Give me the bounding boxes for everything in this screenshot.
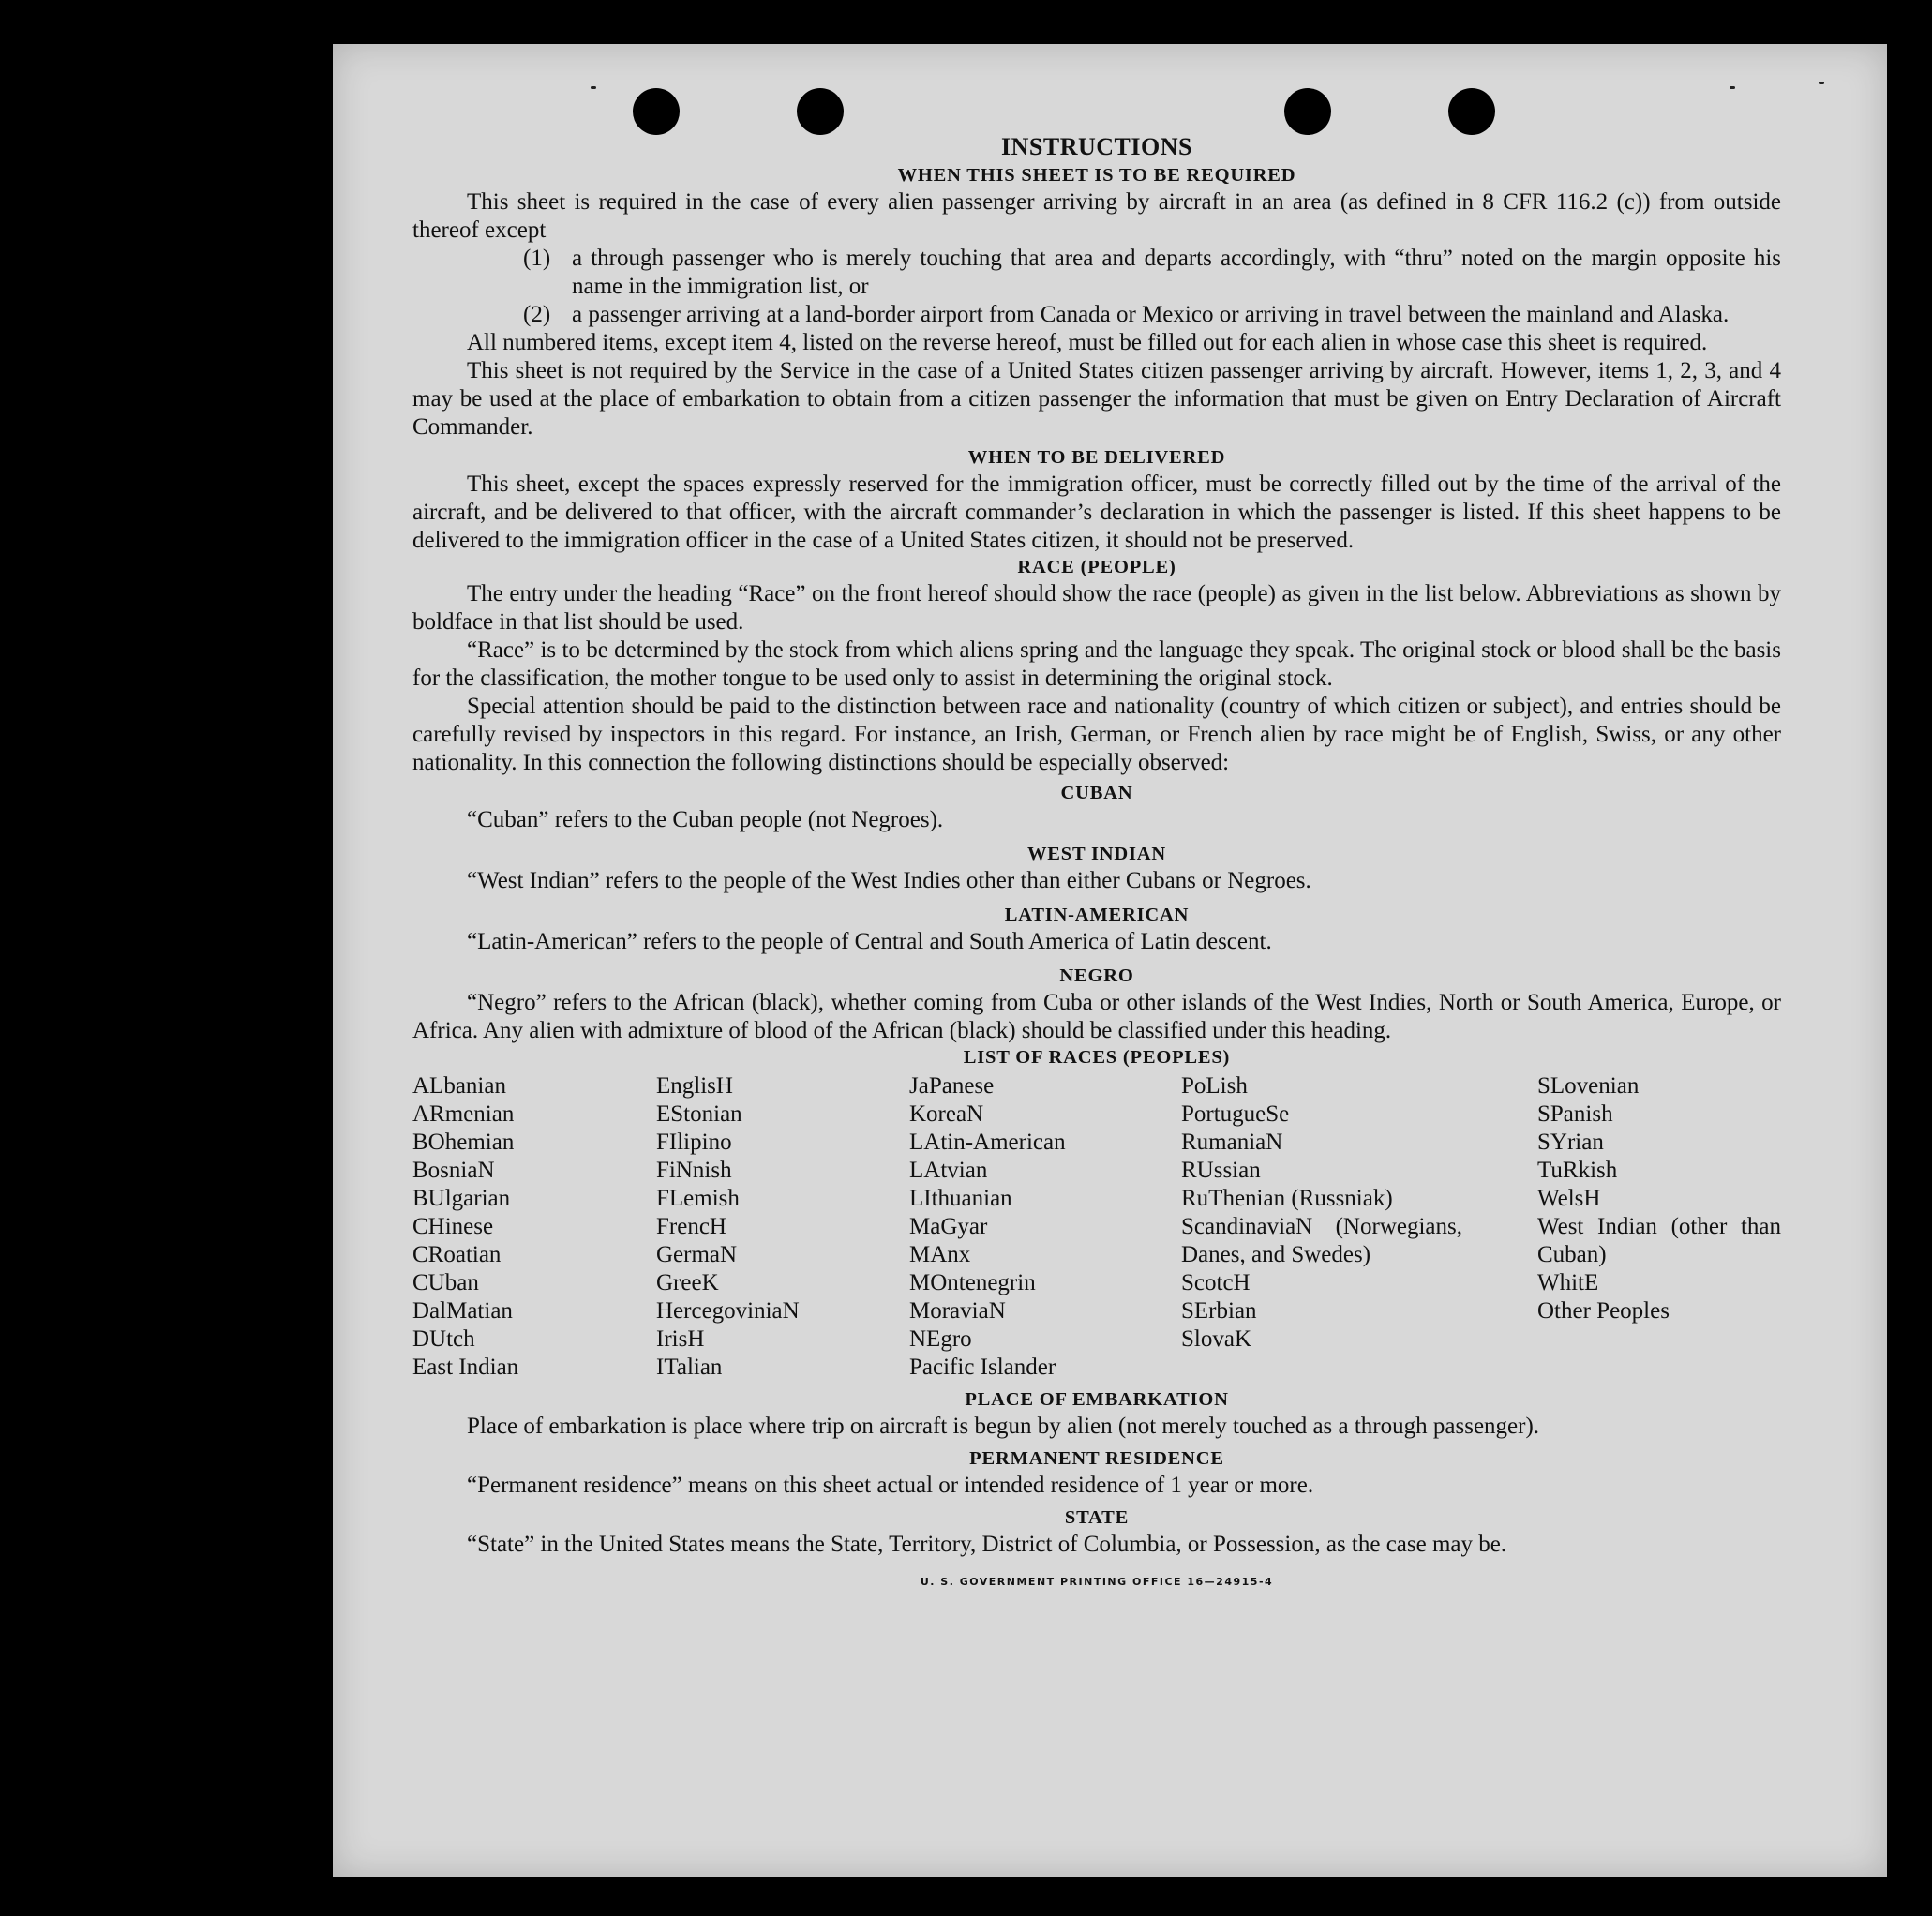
list-item [412,301,1781,329]
embarkation-paragraph: Place of embarkation is place where trip on aircraft is begun by alien (not merely touched as a through passenger). [467,1414,1540,1439]
race-paragraph: Special attention should be paid to the distinction between race and nationality (country of which citizen or subject), and entries should be carefully revised by inspectors in this regard. For instance, an Irish, German, or French alien by race might be of English, Swiss, or any other nationality. In this connection the following distinctions should be especially observed: [412,694,1781,775]
race-paragraph: The entry under the heading “Race” on the front hereof should show the race (people) as given in the list below. Abbreviations as shown by boldface in that list should be used. [412,581,1781,635]
race-entry: CRoatian [412,1242,502,1267]
race-entry: MoraviaN [909,1298,1006,1324]
race-entry: SLovenian [1537,1073,1640,1099]
section-heading-latin-american: LATIN-AMERICAN [1004,905,1190,925]
race-entry: Other Peoples [1537,1298,1670,1324]
race-entry: CHinese [412,1214,494,1239]
section-heading-delivered: WHEN TO BE DELIVERED [967,447,1226,468]
race-entry: FIlipino [656,1130,732,1155]
race-entry: LAtvian [909,1158,988,1183]
west-indian-paragraph: “West Indian” refers to the people of the West Indies other than either Cubans or Negroes. [467,868,1311,893]
race-entry: BosniaN [412,1158,495,1183]
required-paragraph: This sheet is not required by the Service in the case of a United States citizen passenger arriving by aircraft. However, items 1, 2, 3, and 4 may be used at the place of embarkation to obtain from a citizen passenger the information that must be given on Entry Declaration of Aircraft Commander. [412,358,1781,440]
punch-hole [797,88,844,135]
race-entry: DUtch [412,1326,475,1352]
page-title: INSTRUCTIONS [1001,133,1192,160]
race-column [412,1072,656,1382]
section-heading-residence: PERMANENT RESIDENCE [969,1448,1224,1469]
document-page [333,44,1887,1877]
race-entry: East Indian [412,1355,519,1380]
state-paragraph: “State” in the United States means the State, Territory, District of Columbia, or Possession, as the case may be. [467,1532,1507,1557]
race-entry: EStonian [656,1101,742,1127]
race-entry: HercegoviniaN [656,1298,800,1324]
latin-american-paragraph: “Latin-American” refers to the people of Central and South America of Latin descent. [467,929,1272,954]
race-entry: BUlgarian [412,1186,511,1211]
scan-speck [591,86,596,89]
delivered-paragraph: This sheet, except the spaces expressly reserved for the immigration officer, must be correctly filled out by the time of the arrival of the aircraft, and be delivered to that officer, with the aircraft commander’s declaration in which the passenger is listed. If this sheet happens to be delivered to the immigration officer in the case of a United States citizen, it should not be preserved. [412,472,1781,553]
race-entry: FiNnish [656,1158,732,1183]
section-heading-race-list: LIST OF RACES (PEOPLES) [963,1047,1231,1068]
race-entry: SlovaK [1181,1326,1251,1352]
punch-hole [1284,88,1331,135]
race-entry: CUban [412,1270,479,1295]
race-column [1181,1072,1537,1382]
race-list [412,1072,1781,1382]
section-heading-state: STATE [1064,1507,1130,1528]
instructions-body [412,133,1781,1596]
race-entry: Pacific Islander [909,1355,1056,1380]
race-entry: WhitE [1537,1270,1599,1295]
race-column [656,1072,909,1382]
item-number: (2) [523,302,551,327]
race-entry: WelsH [1537,1186,1601,1211]
race-entry: SErbian [1181,1298,1257,1324]
race-entry: MaGyar [909,1214,988,1239]
residence-paragraph: “Permanent residence” means on this sheet actual or intended residence of 1 year or more. [467,1473,1314,1498]
race-entry: GreeK [656,1270,719,1295]
race-entry: TuRkish [1537,1158,1618,1183]
race-entry: ScandinaviaN (Norwegians, Danes, and Swedes) [1181,1214,1462,1267]
section-heading-race: RACE (PEOPLE) [1017,557,1176,577]
race-entry: GermaN [656,1242,738,1267]
race-column [1537,1072,1781,1382]
race-entry: ScotcH [1181,1270,1251,1295]
race-entry: LAtin-American [909,1130,1066,1155]
section-heading-embarkation: PLACE OF EMBARKATION [965,1389,1229,1410]
race-entry: KoreaN [909,1101,984,1127]
race-paragraph: “Race” is to be determined by the stock from which aliens spring and the language they speak. The original stock or blood shall be the basis for the classification, the mother tongue to be used only to assist in determining the original stock. [412,637,1781,691]
required-paragraph: All numbered items, except item 4, listed on the reverse hereof, must be filled out for each alien in whose case this sheet is required. [467,330,1708,355]
item-text: a passenger arriving at a land-border airport from Canada or Mexico or arriving in travel between the mainland and Alaska. [572,302,1730,327]
race-entry: ARmenian [412,1101,515,1127]
cuban-paragraph: “Cuban” refers to the Cuban people (not Negroes). [467,807,944,832]
race-entry: FrencH [656,1214,726,1239]
punch-hole [1448,88,1495,135]
scan-speck [1730,86,1735,89]
required-intro: This sheet is required in the case of every alien passenger arriving by aircraft in an area (as defined in 8 CFR 116.2 (c)) from outside thereof except [412,189,1781,243]
section-heading-required: WHEN THIS SHEET IS TO BE REQUIRED [897,165,1296,186]
section-heading-west-indian: WEST INDIAN [1027,844,1166,864]
race-entry: PoLish [1181,1073,1248,1099]
punch-hole [633,88,680,135]
item-number: (1) [523,246,551,271]
race-entry: MOntenegrin [909,1270,1036,1295]
list-item [412,245,1781,301]
race-entry: RuThenian (Russniak) [1181,1186,1393,1211]
race-entry: MAnx [909,1242,971,1267]
printing-office-imprint: U. S. GOVERNMENT PRINTING OFFICE 16—24915-4 [920,1576,1274,1588]
negro-paragraph: “Negro” refers to the African (black), whether coming from Cuba or other islands of the West Indies, North or South America, Europe, or Africa. Any alien with admixture of blood of the African (black) should be classified under this heading. [412,990,1781,1043]
item-text: a through passenger who is merely touching that area and departs accordingly, with “thru” noted on the margin opposite his name in the immigration list, or [572,246,1781,299]
race-entry: PortugueSe [1181,1101,1290,1127]
section-heading-negro: NEGRO [1059,965,1134,986]
race-entry: SYrian [1537,1130,1604,1155]
race-entry: EnglisH [656,1073,733,1099]
race-entry: RumaniaN [1181,1130,1283,1155]
race-entry: West Indian (other than Cuban) [1537,1214,1781,1267]
race-entry: ITalian [656,1355,723,1380]
race-entry: IrisH [656,1326,705,1352]
race-entry: SPanish [1537,1101,1613,1127]
race-entry: LIthuanian [909,1186,1012,1211]
race-entry: FLemish [656,1186,740,1211]
race-entry: RUssian [1181,1158,1261,1183]
race-entry: NEgro [909,1326,972,1352]
section-heading-cuban: CUBAN [1060,783,1133,803]
race-entry: BOhemian [412,1130,515,1155]
race-column [909,1072,1181,1382]
race-entry: ALbanian [412,1073,506,1099]
race-entry: JaPanese [909,1073,995,1099]
scan-speck [1819,82,1824,84]
race-entry: DalMatian [412,1298,513,1324]
